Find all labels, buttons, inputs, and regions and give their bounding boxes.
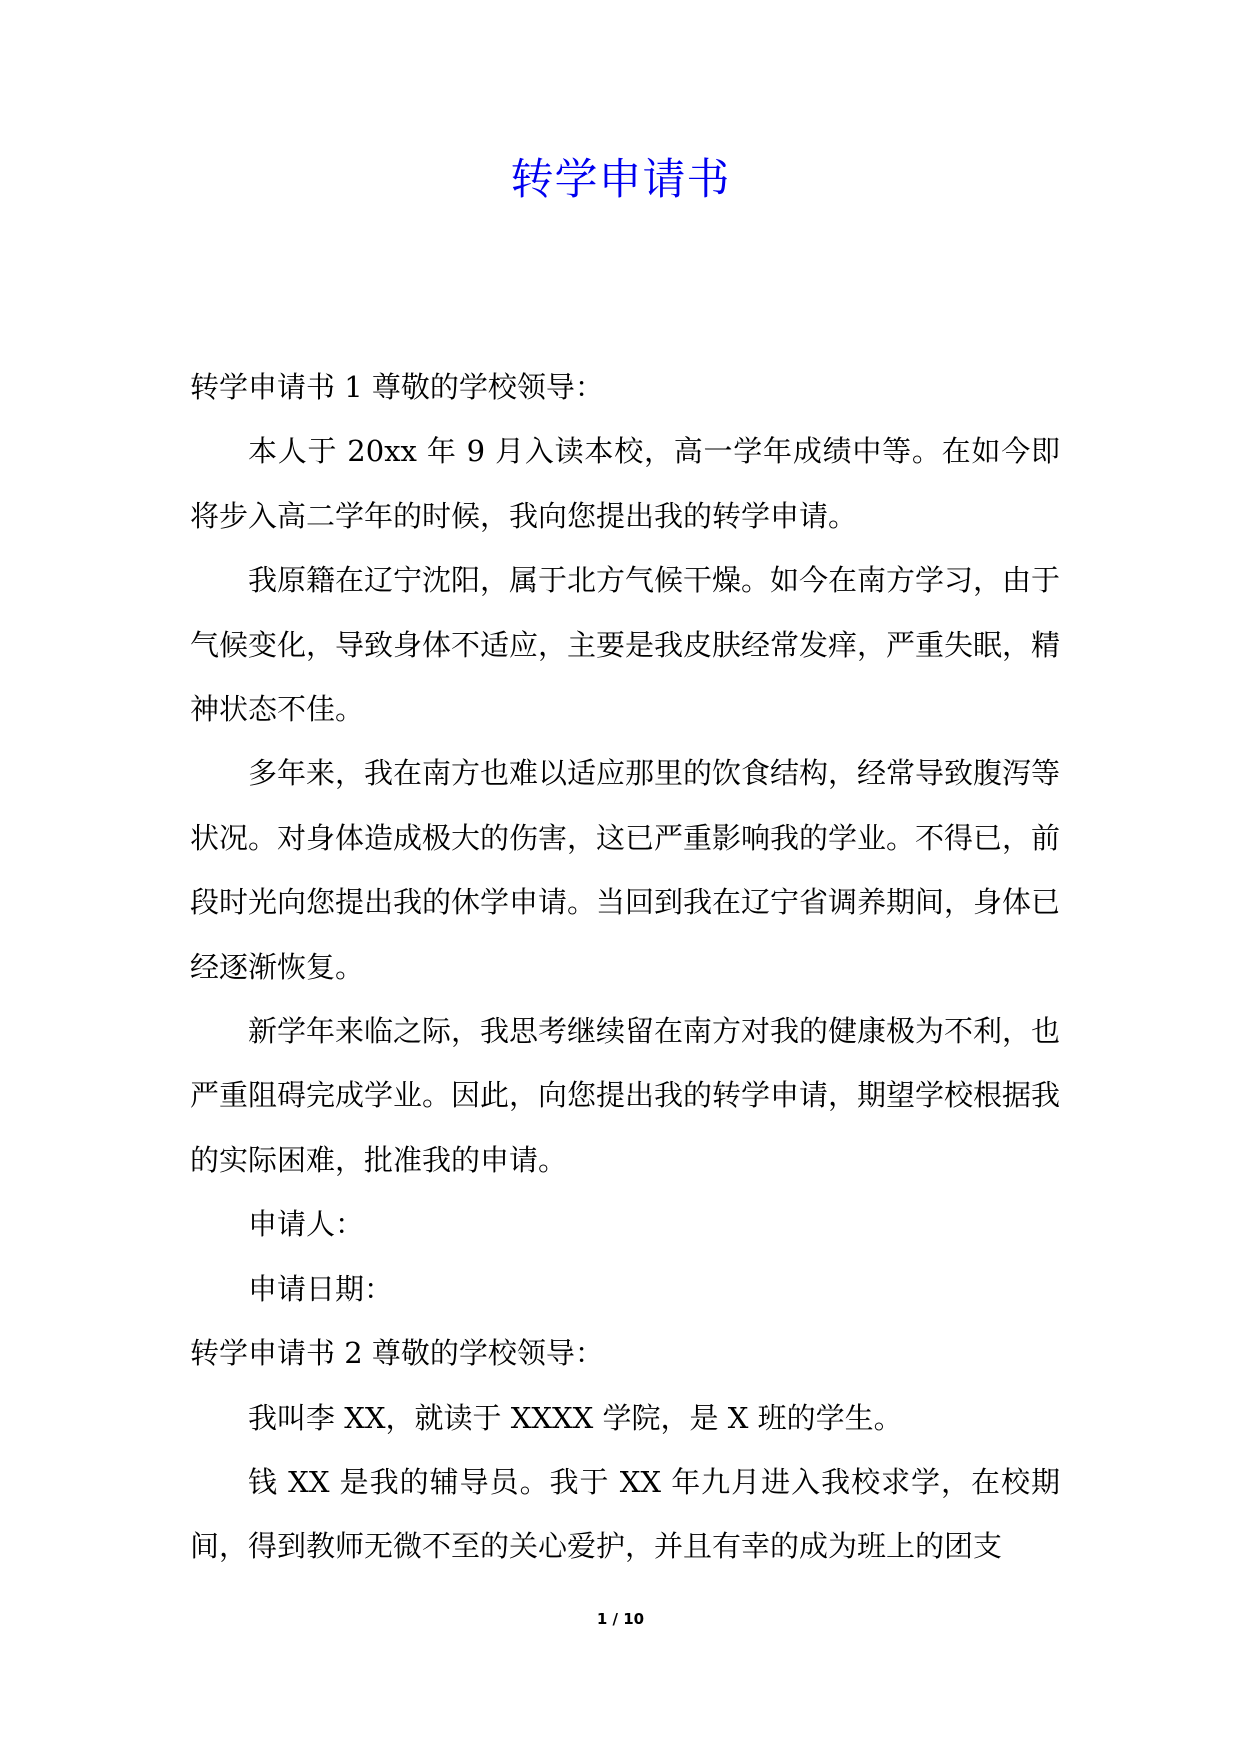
paragraph: 转学申请书 2 尊敬的学校领导： — [190, 1336, 604, 1371]
paragraph: 钱 XX 是我的辅导员。我于 XX 年九月进入我校求学，在校期间，得到教师无微不至的关心爱护，并且有幸的成为班上的团支 — [190, 1464, 1060, 1564]
document-title: 转学申请书 — [510, 155, 731, 205]
paragraph: 我原籍在辽宁沈阳，属于北方气候干燥。如今在南方学习，由于气候变化，导致身体不适应，主要是我皮肤经常发痒，严重失眠，精神状态不佳。 — [190, 563, 1061, 727]
paragraph: 转学申请书 1 尊敬的学校领导： — [190, 370, 604, 404]
applicant-line: 申请人： — [248, 1207, 365, 1242]
paragraph: 本人于 20xx 年 9 月入读本校，高一学年成绩中等。在如今即将步入高二学年的时候，我向您提出我的转学申请。 — [190, 434, 1060, 533]
application-date-line: 申请日期： — [248, 1271, 394, 1306]
paragraph: 我叫李 XX，就读于 XXXX 学院，是 X 班的学生。 — [248, 1400, 903, 1435]
page-number: 1 / 10 — [596, 1610, 645, 1628]
paragraph: 多年来，我在南方也难以适应那里的饮食结构，经常导致腹泻等状况。对身体造成极大的伤害，这已严重影响我的学业。不得已，前段时光向您提出我的休学申请。当回到我在辽宁省调养期间，身体已经逐渐恢复。 — [190, 756, 1061, 984]
document-body — [190, 355, 1060, 1579]
paragraph: 新学年来临之际，我思考继续留在南方对我的健康极为不利，也严重阻碍完成学业。因此，向您提出我的转学申请，期望学校根据我的实际困难，批准我的申请。 — [190, 1014, 1061, 1177]
